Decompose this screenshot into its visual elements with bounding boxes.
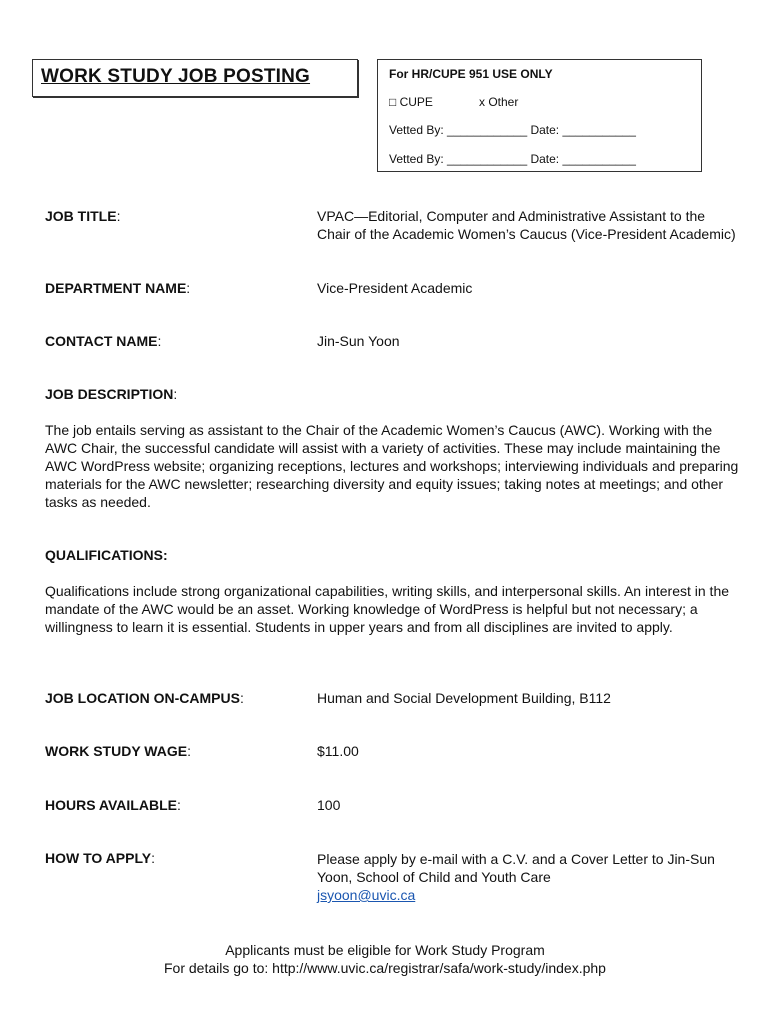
- hr-box-title: For HR/CUPE 951 USE ONLY: [389, 67, 553, 81]
- contact-label: CONTACT NAME:: [45, 333, 162, 349]
- vetted-line-1: Vetted By: ____________ Date: ___________: [389, 123, 636, 137]
- vetted-line-2: Vetted By: ____________ Date: ___________: [389, 152, 636, 166]
- posting-title-box: [32, 59, 358, 97]
- department-value: Vice-President Academic: [317, 280, 473, 296]
- job-location-value: Human and Social Development Building, B112: [317, 690, 611, 706]
- posting-title: WORK STUDY JOB POSTING: [41, 66, 311, 87]
- qualifications-text: Qualifications include strong organizational capabilities, writing skills, and interpersonal skills. An interest in the mandate of the AWC would be an asset. Working knowledge of WordPress is helpful but not necessary; a willingness to learn it is essential. Students in upper years and from all disciplines are invited to apply.: [45, 583, 730, 635]
- qualifications-label: QUALIFICATIONS:: [45, 547, 168, 563]
- hours-label: HOURS AVAILABLE:: [45, 797, 181, 813]
- details-url-note: For details go to: http://www.uvic.ca/registrar/safa/work-study/index.php: [164, 960, 606, 976]
- contact-value: Jin-Sun Yoon: [317, 333, 400, 349]
- job-description-text: The job entails serving as assistant to the Chair of the Academic Women’s Caucus (AWC). Working with the AWC Chair, the successful candidate will assist with a variety of activities. These may include maintaining the AWC WordPress website; organizing receptions, lectures and workshops; interviewing individuals and preparing materials for the AWC newsletter; researching diversity and equity issues; taking notes at meetings; and other tasks as needed.: [45, 422, 739, 510]
- job-title-value: VPAC—Editorial, Computer and Administrative Assistant to the Chair of the Academic Women’s Caucus (Vice-President Academic): [317, 208, 736, 242]
- how-to-apply-label: HOW TO APPLY:: [45, 850, 155, 866]
- wage-label: WORK STUDY WAGE:: [45, 743, 191, 759]
- apply-instructions: Please apply by e-mail with a C.V. and a Cover Letter to Jin-Sun Yoon, School of Child and Youth Care: [317, 851, 715, 885]
- department-label: DEPARTMENT NAME:: [45, 280, 191, 296]
- wage-value: $11.00: [317, 743, 359, 759]
- apply-email-link[interactable]: jsyoon@uvic.ca: [317, 887, 416, 903]
- hours-value: 100: [317, 797, 341, 813]
- eligibility-note: Applicants must be eligible for Work Study Program: [225, 942, 545, 958]
- other-checkbox-label: x Other: [479, 95, 519, 109]
- hr-use-only-box: [377, 59, 702, 172]
- cupe-checkbox-label: □ CUPE: [389, 95, 433, 109]
- how-to-apply-value: [317, 850, 717, 904]
- job-title-label: JOB TITLE:: [45, 208, 121, 224]
- job-location-label: JOB LOCATION ON-CAMPUS:: [45, 690, 244, 706]
- job-description-label: JOB DESCRIPTION:: [45, 386, 178, 402]
